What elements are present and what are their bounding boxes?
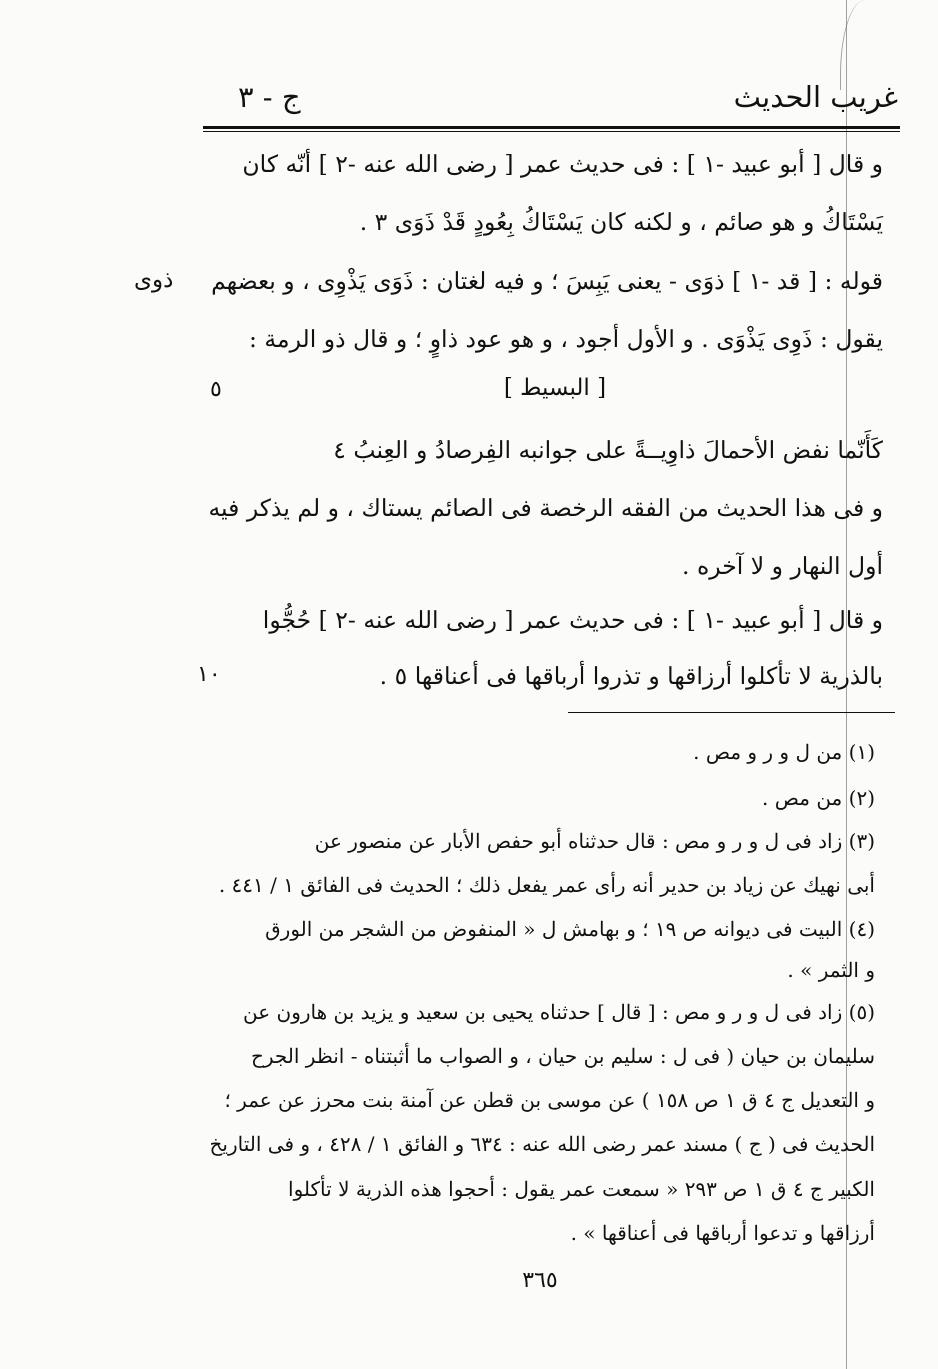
running-header-volume: ج - ٣ (238, 80, 301, 114)
footnote-2: (٢) من مص . (762, 786, 875, 810)
verse-line: كَأَنّما نفض الأحمالَ ذاوِيــةً على جوانبه الفِرصادُ و العِنبُ ٤ (333, 436, 883, 464)
scan-edge-curl (840, 0, 865, 90)
footnote-separator (568, 712, 895, 713)
body-line-8: و قال [ أبو عبيد -١ ] : فى حديث عمر [ رضى الله عنه -٢ ] حُجُّوا (262, 606, 883, 634)
footnote-3-line-1: (٣) زاد فى ل و ر و مص : قال حدثناه أبو حفص الأبار عن منصور عن (314, 829, 875, 853)
page-number: ٣٦٥ (522, 1268, 558, 1293)
footnote-5-line-3: و التعديل ج ٤ ق ١ ص ١٥٨ ) عن موسى بن قطن عن آمنة بنت محرز عن عمر ؛ (224, 1088, 875, 1112)
footnote-4-line-2: و الثمر » . (787, 958, 875, 982)
body-line-2: يَسْتَاكُ و هو صائم ، و لكنه كان يَسْتَاكُ بِعُودٍ قَدْ ذَوَى ٣ . (359, 208, 883, 236)
footnote-5-line-2: سليمان بن حيان ( فى ل : سليم بن حيان ، و الصواب ما أثبتناه - انظر الجرح (250, 1044, 875, 1068)
footnote-3-line-2: أبى نهيك عن زياد بن حدير أنه رأى عمر يفعل ذلك ؛ الحديث فى الفائق ١ / ٤٤١ . (218, 873, 875, 897)
body-line-9: بالذرية لا تأكلوا أرزاقها و تذروا أرباقها فى أعناقها ٥ . (379, 662, 883, 690)
footnote-1: (١) من ل و ر و مص . (693, 740, 875, 764)
line-number-5: ٥ (210, 377, 222, 402)
body-line-4: يقول : ذَوِى يَذْوَى . و الأول أجود ، و هو عود ذاوٍ ؛ و قال ذو الرمة : (249, 325, 883, 353)
body-line-7: أول النهار و لا آخره . (682, 552, 883, 580)
body-line-6: و فى هذا الحديث من الفقه الرخصة فى الصائم يستاك ، و لم يذكر فيه (208, 494, 883, 522)
footnote-4-line-1: (٤) البيت فى ديوانه ص ١٩ ؛ و بهامش ل « المنفوض من الشجر من الورق (265, 917, 875, 941)
footnote-5-line-4: الحديث فى ( ج ) مسند عمر رضى الله عنه : ٦٣٤ و الفائق ١ / ٤٢٨ ، و فى التاريخ (209, 1132, 875, 1156)
body-line-3: قوله : [ قد -١ ] ذوَى - يعنى يَبِسَ ؛ و فيه لغتان : ذَوَى يَذْوِى ، و بعضهم (211, 267, 883, 295)
footnote-5-line-1: (٥) زاد فى ل و ر و مص : [ قال ] حدثناه يحيى بن سعيد و يزيد بن هارون عن (243, 1000, 875, 1024)
footnote-5-line-5: الكبير ج ٤ ق ١ ص ٢٩٣ « سمعت عمر يقول : أحجوا هذه الذرية لا تأكلوا (288, 1177, 875, 1201)
header-rule (203, 126, 900, 129)
line-number-10: ١٠ (197, 662, 221, 687)
footnote-5-line-6: أرزاقها و تدعوا أرباقها فى أعناقها » . (570, 1221, 875, 1245)
margin-keyword: ذوى (134, 267, 174, 293)
running-header-title: غريب الحديث (733, 80, 898, 114)
header-rule-thin (203, 131, 900, 132)
body-line-1: و قال [ أبو عبيد -١ ] : فى حديث عمر [ رضى الله عنه -٢ ] أنّه كان (242, 150, 883, 178)
meter-label: [ البسيط ] (503, 375, 607, 401)
